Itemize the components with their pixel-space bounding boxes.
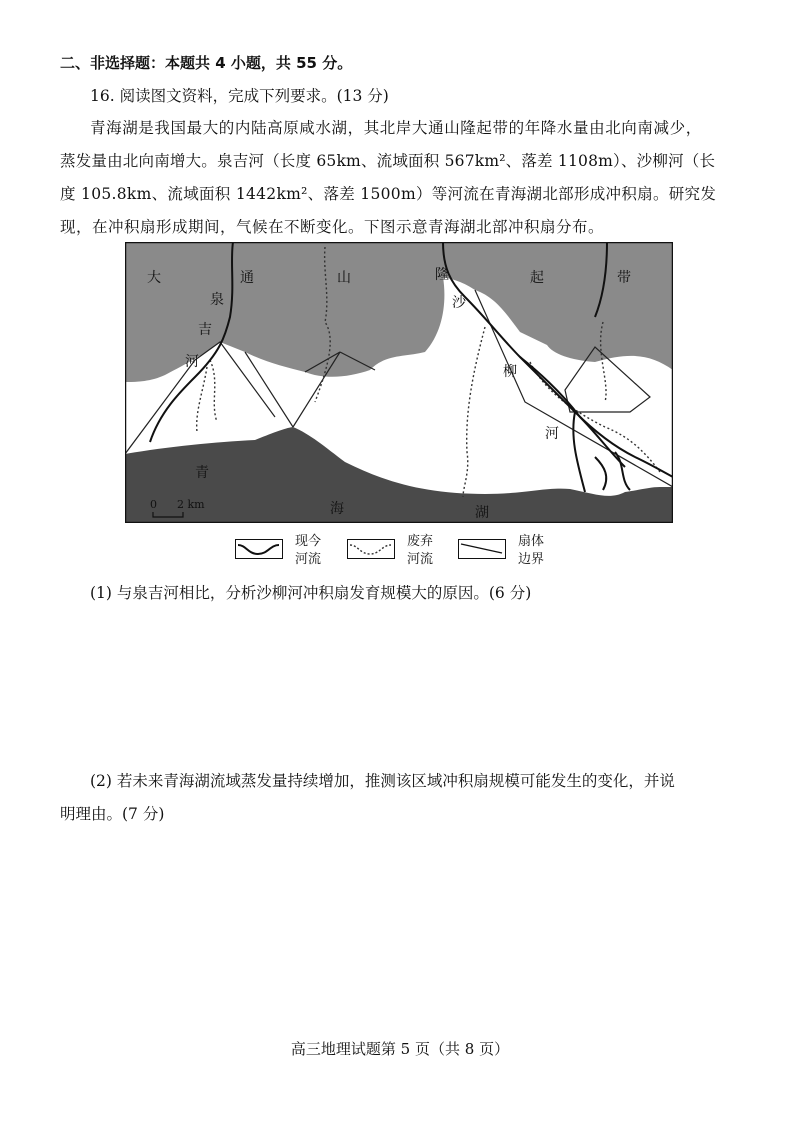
sub-question-2-line-1: (2) 若未来青海湖流域蒸发量持续增加，推测该区域冲积扇规模可能发生的变化，并说 — [90, 772, 675, 790]
scale-value: 2 km — [177, 498, 205, 511]
paragraph-line-4: 现，在冲积扇形成期间，气候在不断变化。下图示意青海湖北部冲积扇分布。 — [60, 218, 605, 236]
label-da: 大 — [147, 270, 161, 286]
sub-question-2-line-2: 明理由。(7 分) — [60, 805, 165, 823]
alluvial-fan-map — [125, 242, 673, 523]
label-tong: 通 — [240, 270, 254, 286]
label-long: 隆 — [435, 267, 449, 283]
label-liu: 柳 — [503, 364, 517, 380]
label-qing: 青 — [195, 465, 209, 481]
label-sha: 沙 — [452, 295, 466, 311]
abandoned-river-icon — [347, 539, 395, 559]
fan-boundary-icon — [458, 539, 506, 559]
legend-label-fan-boundary: 扇体 边界 — [518, 534, 545, 567]
page-footer: 高三地理试题第 5 页（共 8 页） — [290, 1040, 510, 1058]
legend-item-current-river — [235, 533, 345, 573]
label-he-2: 河 — [545, 426, 559, 442]
legend-label-abandoned-river: 废弃 河流 — [407, 534, 434, 567]
paragraph-line-1: 青海湖是我国最大的内陆高原咸水湖，其北岸大通山隆起带的年降水量由北向南减少， — [90, 119, 702, 137]
scale-zero: 0 — [150, 498, 157, 511]
question-heading: 16. 阅读图文资料，完成下列要求。(13 分) — [90, 87, 389, 105]
paragraph-line-2: 蒸发量由北向南增大。泉吉河（长度 65km、流域面积 567km²、落差 1108m）、沙柳河（长 — [60, 152, 716, 170]
label-quan: 泉 — [210, 292, 224, 308]
label-he-1: 河 — [185, 354, 199, 370]
section-title: 二、非选择题：本题共 4 小题，共 55 分。 — [60, 54, 353, 72]
label-hai: 海 — [330, 501, 344, 517]
current-river-icon — [235, 539, 283, 559]
legend-item-abandoned-river — [347, 533, 457, 573]
legend-item-fan-boundary — [458, 533, 568, 573]
sub-question-1: (1) 与泉吉河相比，分析沙柳河冲积扇发育规模大的原因。(6 分) — [90, 584, 532, 602]
label-shan: 山 — [337, 270, 351, 286]
paragraph-line-3: 度 105.8km、流域面积 1442km²、落差 1500m）等河流在青海湖北部形成冲积扇。研究发 — [60, 185, 717, 203]
legend-label-current-river: 现今 河流 — [295, 534, 322, 567]
label-ji: 吉 — [198, 322, 212, 338]
label-dai: 带 — [617, 270, 631, 286]
label-hu: 湖 — [475, 505, 489, 521]
label-qi: 起 — [530, 270, 544, 286]
